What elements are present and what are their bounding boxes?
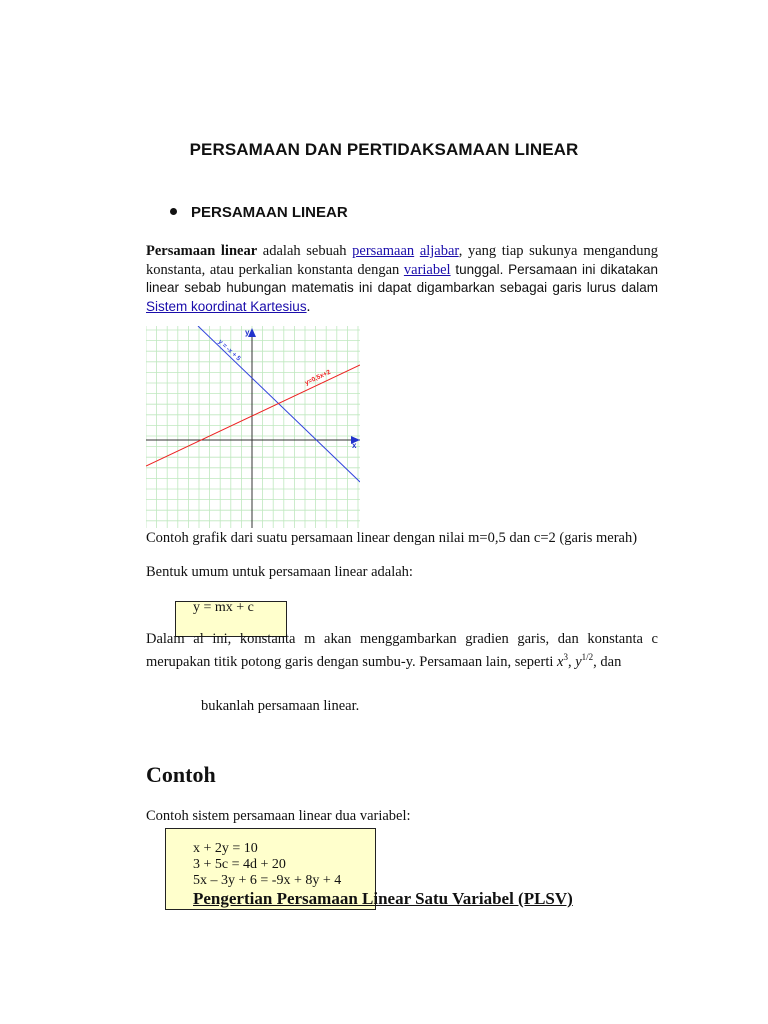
expr-x: x — [557, 653, 564, 670]
intro-text-4: tunggal. Persamaan ini dikatakan linear sebab hubungan matematis ini dapat digambarkan sebagai garis lurus dalam — [146, 261, 658, 295]
explain-paragraph — [146, 631, 658, 671]
link-persamaan[interactable]: persamaan — [352, 243, 415, 259]
explain-text-1: Dalam al ini, konstanta m akan menggambarkan gradien garis, dan konstanta c merupakan titik potong garis dengan sumbu-y. Persamaan lain, seperti — [146, 631, 658, 670]
intro-paragraph — [146, 243, 658, 316]
contoh-heading: Contoh — [146, 762, 216, 787]
expr-y-exp: 1/2 — [581, 651, 594, 662]
not-linear-text: bukanlah persamaan linear. — [201, 698, 360, 714]
expr-x-exp: 3 — [563, 651, 568, 662]
graph-caption: Contoh grafik dari suatu persamaan linear dengan nilai m=0,5 dan c=2 (garis merah) — [146, 530, 638, 546]
contoh-intro: Contoh sistem persamaan linear dua variabel: — [146, 808, 411, 824]
section-bullet — [170, 204, 348, 221]
link-aljabar[interactable]: aljabar — [419, 243, 459, 259]
link-sistem-koordinat[interactable]: Sistem koordinat Kartesius — [146, 298, 307, 314]
intro-text-1: adalah sebuah — [257, 243, 353, 259]
equation-2: 3 + 5c = 4d + 20 — [193, 857, 286, 872]
expr-y: y — [575, 653, 582, 670]
section-bullet-label: PERSAMAAN LINEAR — [191, 204, 348, 221]
intro-text-3: , yang tiap sukunya mengandung konstanta, atau perkalian konstanta dengan — [146, 243, 659, 278]
explain-sep: , — [567, 653, 576, 670]
equations-list — [166, 829, 375, 889]
explain-text-2: , dan — [593, 653, 622, 670]
blue-line-label: y = -x + 5 — [216, 338, 242, 363]
red-line-label: y=0,5x+2 — [303, 368, 332, 387]
intro-text-5: . — [306, 298, 311, 315]
general-form-formula: y = mx + c — [193, 600, 254, 615]
y-axis-label: y — [245, 328, 250, 337]
linear-graph — [146, 326, 360, 528]
link-variabel[interactable]: variabel — [403, 261, 451, 278]
equation-1: x + 2y = 10 — [193, 841, 258, 856]
bullet-icon — [170, 208, 177, 215]
x-axis-label: x — [352, 441, 357, 450]
graph-grid — [146, 326, 360, 528]
page-title: PERSAMAAN DAN PERTIDAKSAMAAN LINEAR — [189, 140, 579, 159]
intro-term: Persamaan linear — [146, 243, 258, 259]
general-form-intro: Bentuk umum untuk persamaan linear adalah: — [146, 564, 413, 580]
plsv-heading: Pengertian Persamaan Linear Satu Variabel (PLSV) — [193, 889, 573, 908]
equation-3: 5x – 3y + 6 = -9x + 8y + 4 — [193, 873, 342, 888]
